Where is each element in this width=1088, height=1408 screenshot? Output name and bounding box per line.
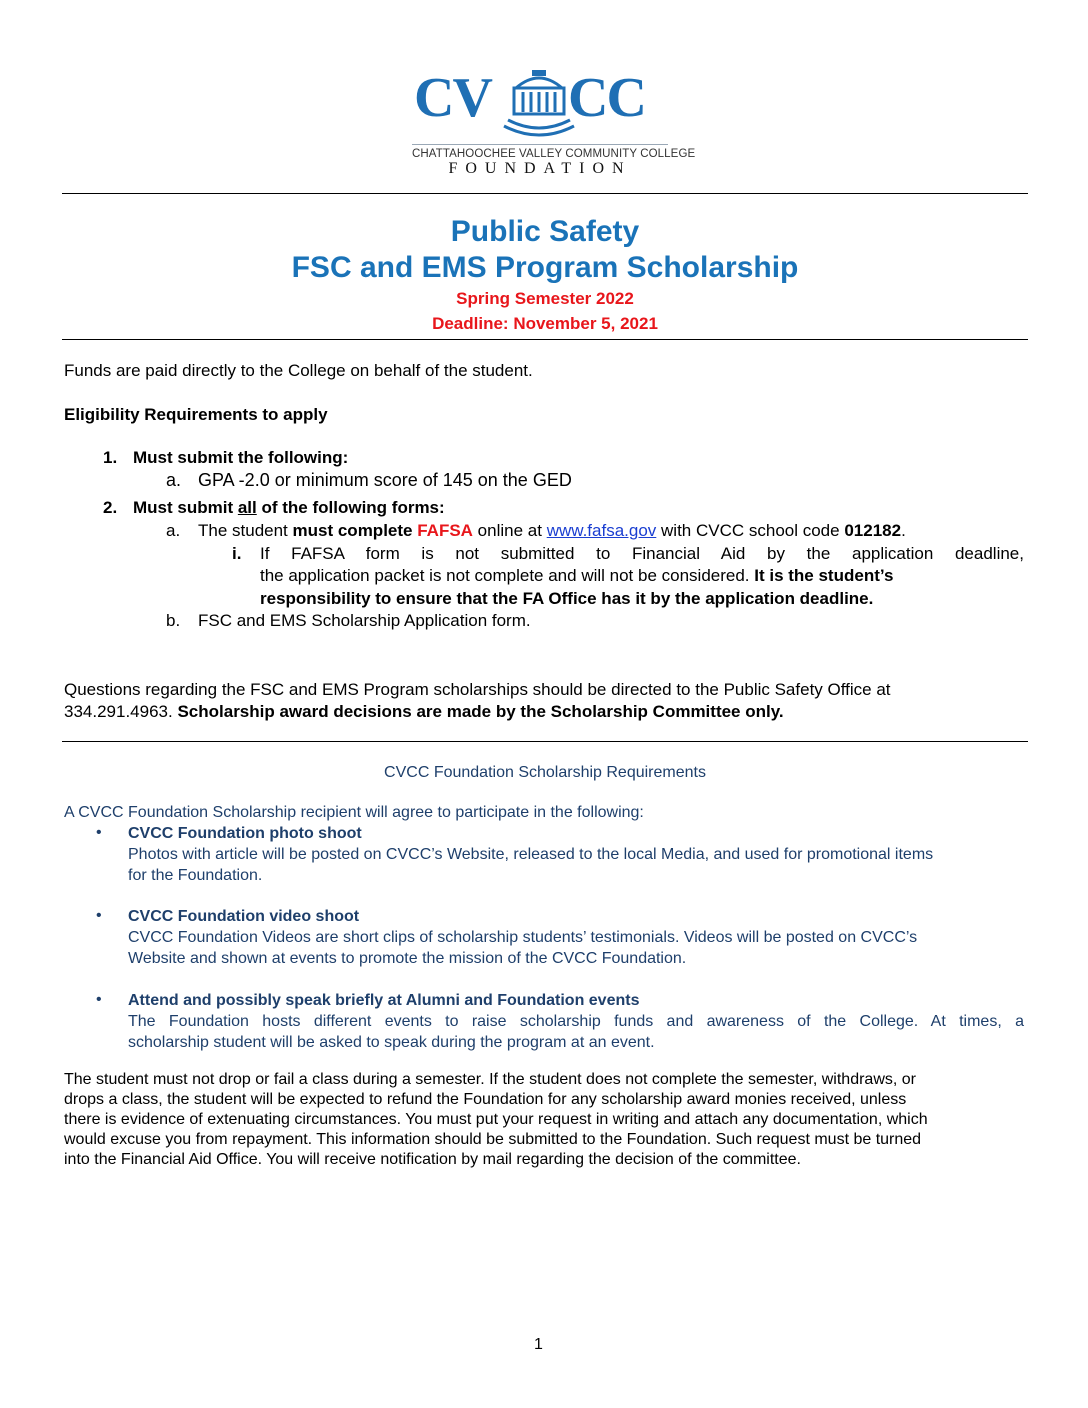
item-2b-letter: b. <box>166 611 181 630</box>
bullet-dot: • <box>96 824 102 841</box>
header-divider <box>62 339 1028 340</box>
bullet-dot: • <box>96 991 102 1008</box>
title-line-1: Public Safety <box>450 215 640 248</box>
closing-line-5: into the Financial Aid Office. You will receive notification by mail regarding the decision of the committee. <box>64 1151 801 1168</box>
item-2ai-line-2: the application packet is not complete and will not be considered. It is the student’s <box>260 566 894 585</box>
bullet-1-line-1: Photos with article will be posted on CVCC’s Website, released to the local Media, and used for promotional items <box>128 846 934 863</box>
questions-line-2: 334.291.4963. Scholarship award decisions are made by the Scholarship Committee only. <box>64 702 784 721</box>
bullet-2-line-2: Website and shown at events to promote the mission of the CVCC Foundation. <box>128 950 687 967</box>
item-1a-letter: a. <box>166 470 182 490</box>
logo-cv-text: CV <box>414 67 491 129</box>
item-2ai-line-3: responsibility to ensure that the FA Office has it by the application deadline. <box>260 589 874 608</box>
top-divider <box>62 193 1028 194</box>
questions-line-1: Questions regarding the FSC and EMS Program scholarships should be directed to the Public Safety Office at <box>64 680 891 699</box>
item-2-number: 2. <box>103 498 118 517</box>
bullet-1-line-2: for the Foundation. <box>128 867 263 884</box>
item-1-number: 1. <box>103 448 118 467</box>
deadline-label: Deadline: November 5, 2021 <box>432 314 658 333</box>
bullet-3-line-2: scholarship student will be asked to speak during the program at an event. <box>128 1034 655 1051</box>
item-1a-text: GPA -2.0 or minimum score of 145 on the GED <box>198 470 572 490</box>
cvcc-foundation-logo <box>412 56 696 180</box>
item-2ai-number: i. <box>232 544 242 563</box>
logo-college-name: CHATTAHOOCHEE VALLEY COMMUNITY COLLEGE <box>412 148 696 160</box>
logo-divider <box>412 144 668 145</box>
logo-cc-text: CC <box>568 67 645 129</box>
semester-label: Spring Semester 2022 <box>456 289 634 308</box>
eligibility-heading: Eligibility Requirements to apply <box>64 405 328 424</box>
fafsa-link[interactable]: www.fafsa.gov <box>546 521 657 540</box>
closing-line-2: drops a class, the student will be expected to refund the Foundation for any scholarship award monies received, unless <box>64 1091 907 1108</box>
bullet-3-title: Attend and possibly speak briefly at Alumni and Foundation events <box>128 992 640 1009</box>
item-1-text: Must submit the following: <box>133 448 349 467</box>
item-2-text: Must submit all of the following forms: <box>133 498 445 517</box>
closing-line-1: The student must not drop or fail a class during a semester. If the student does not complete the semester, withdraws, or <box>64 1071 916 1088</box>
requirements-intro: A CVCC Foundation Scholarship recipient will agree to participate in the following: <box>64 804 644 821</box>
item-2a-letter: a. <box>166 521 181 540</box>
closing-line-3: there is evidence of extenuating circumstances. You must put your request in writing and attach any documentation, which <box>64 1111 928 1128</box>
item-2b-text: FSC and EMS Scholarship Application form. <box>198 611 531 630</box>
bullet-2-line-1: CVCC Foundation Videos are short clips of scholarship students’ testimonials. Videos will be posted on CVCC’s <box>128 929 918 946</box>
closing-line-4: would excuse you from repayment. This information should be submitted to the Foundation. Such request must be turned <box>64 1131 922 1148</box>
bullet-3-line-1: The Foundation hosts different events to raise scholarship funds and awareness of the College. At times, a <box>128 1013 1024 1030</box>
requirements-heading: CVCC Foundation Scholarship Requirements <box>384 764 706 781</box>
rotunda-icon <box>502 66 576 144</box>
bullet-1-title: CVCC Foundation photo shoot <box>128 825 362 842</box>
bullet-dot: • <box>96 907 102 924</box>
page-number: 1 <box>534 1336 543 1353</box>
funds-note: Funds are paid directly to the College on behalf of the student. <box>64 361 533 380</box>
item-2a-text: The student must complete FAFSA online at www.fafsa.gov with CVCC school code 012182. <box>198 521 906 540</box>
title-line-2: FSC and EMS Program Scholarship <box>291 251 799 284</box>
item-2ai-line-1: If FAFSA form is not submitted to Financial Aid by the application deadline, <box>260 544 1024 563</box>
section-divider <box>62 741 1028 742</box>
bullet-2-title: CVCC Foundation video shoot <box>128 908 360 925</box>
logo-foundation-word: FOUNDATION <box>448 160 632 177</box>
